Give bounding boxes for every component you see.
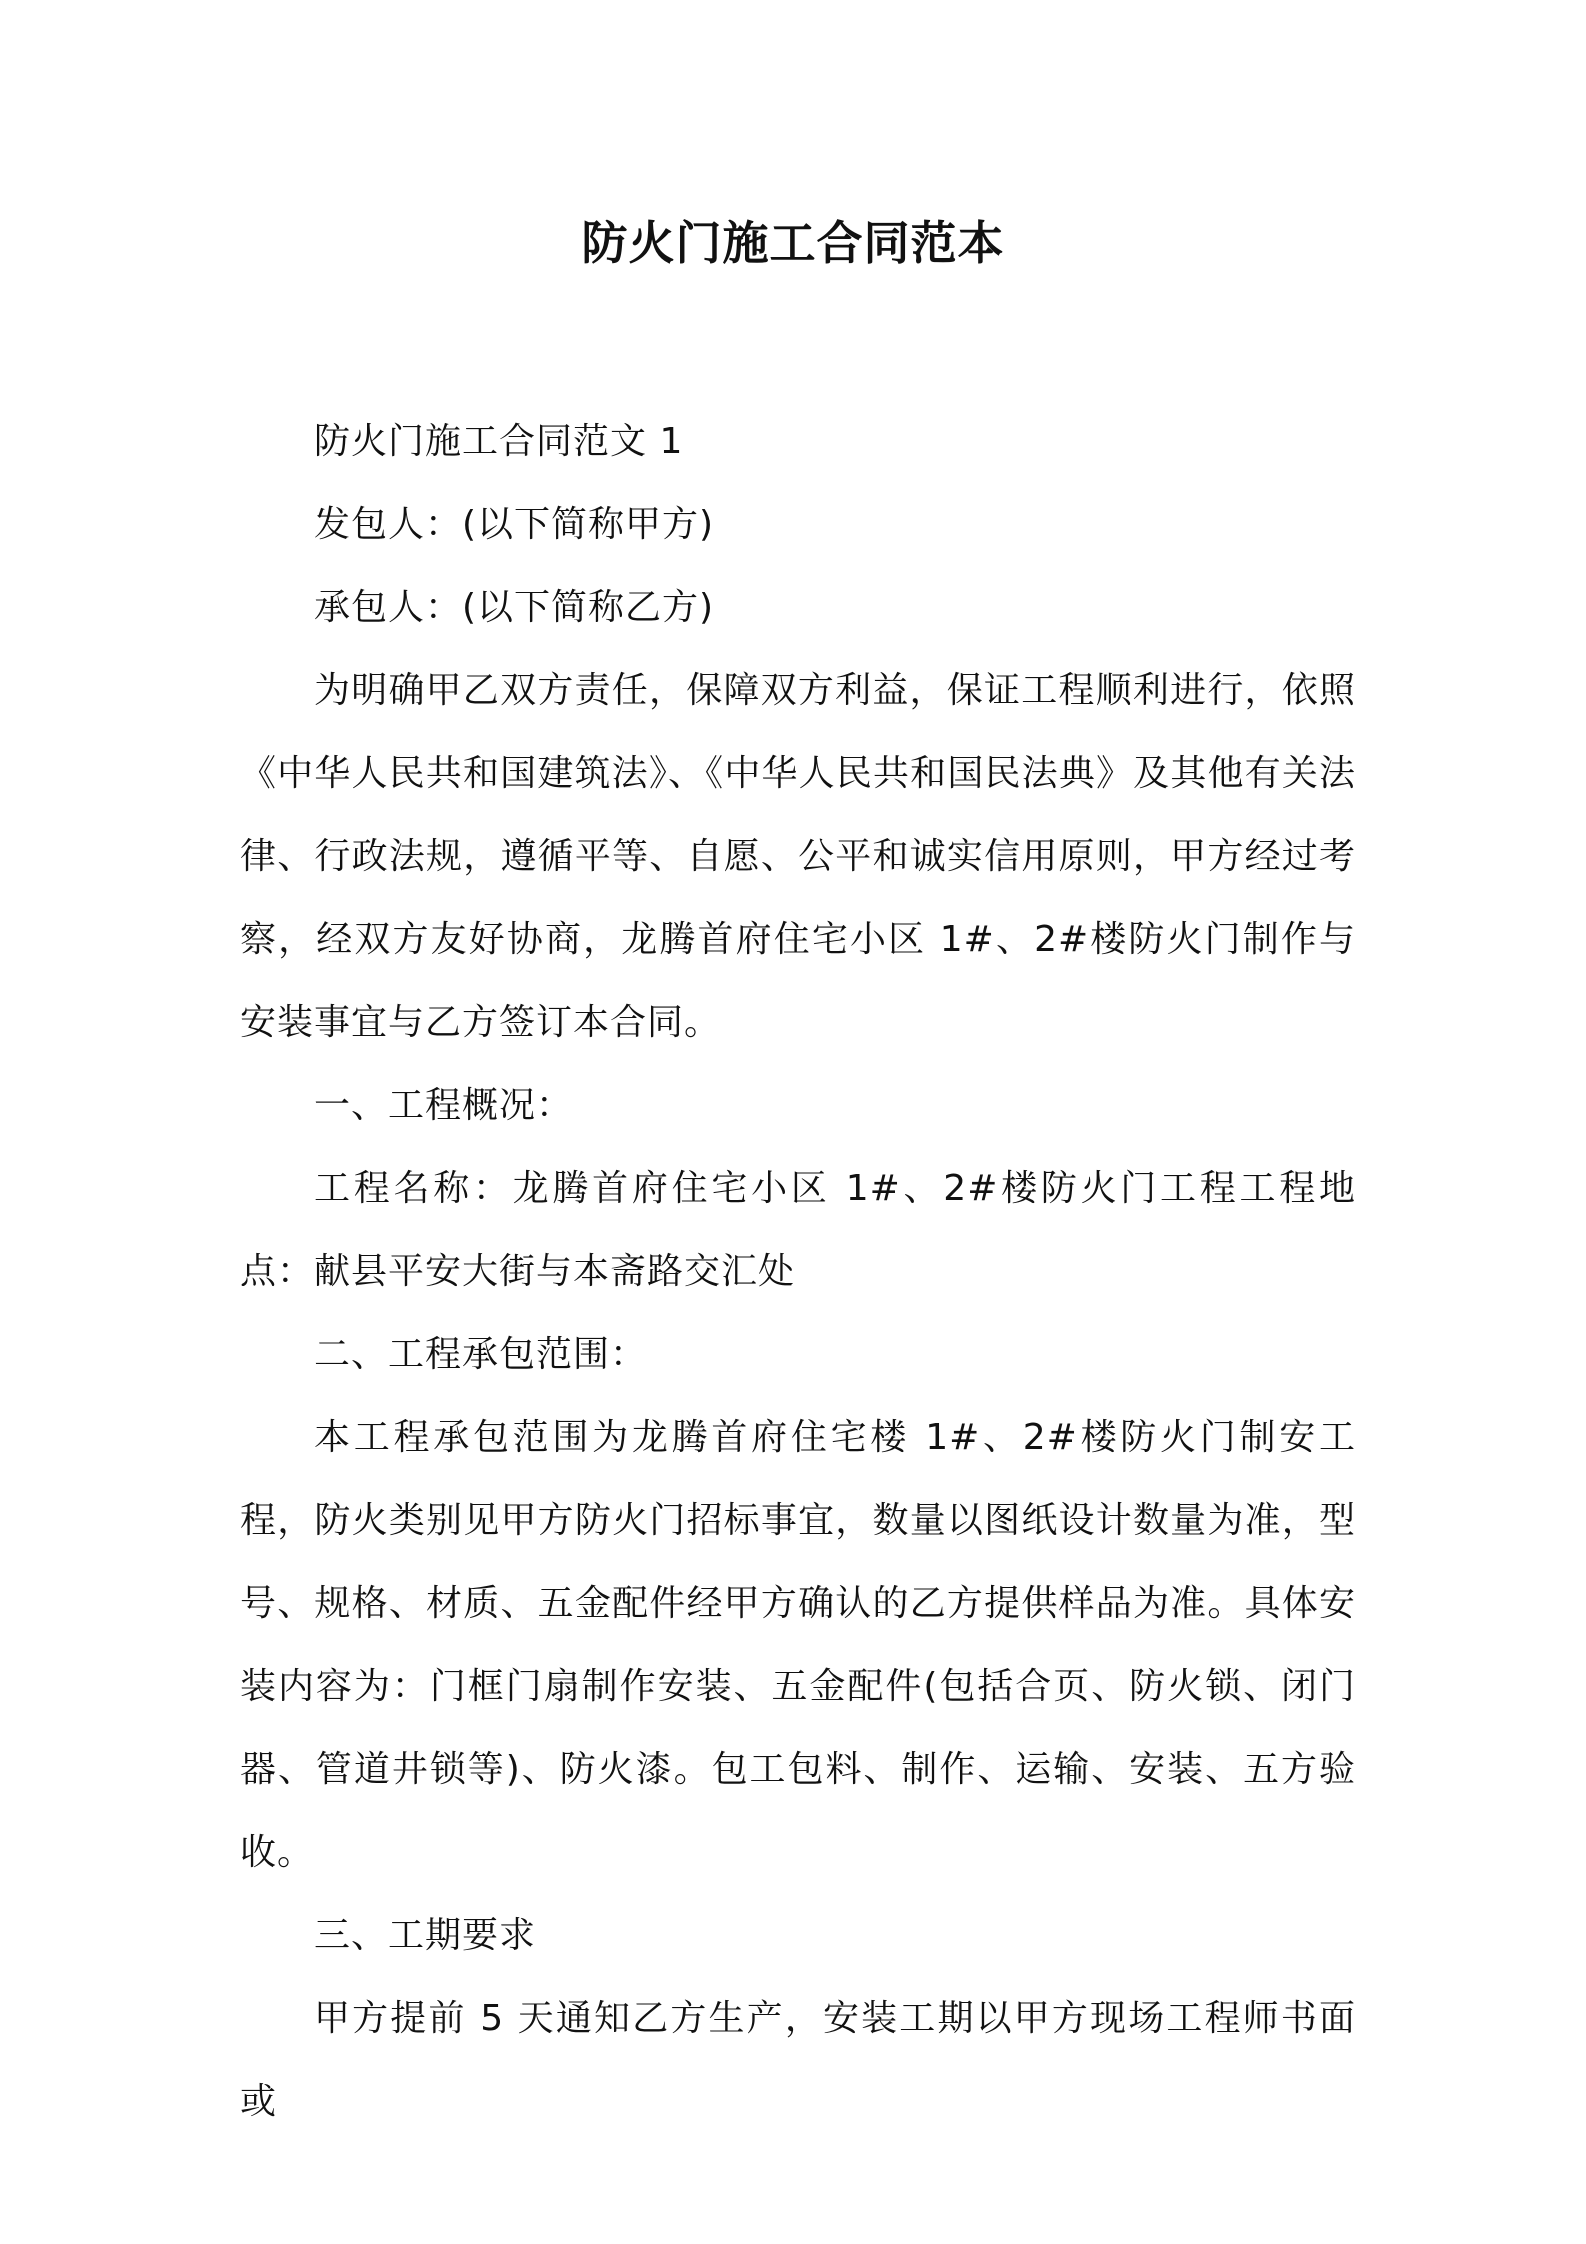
project-name-paragraph: 工程名称：龙腾首府住宅小区 1#、2#楼防火门工程工程地点：献县平安大街与本斋路交汇处 bbox=[240, 1168, 1356, 1292]
heading-sample-1: 防火门施工合同范文 1 bbox=[314, 421, 684, 462]
document-body bbox=[240, 400, 1356, 2143]
section-heading-schedule: 三、工期要求 bbox=[314, 1915, 537, 1956]
scope-paragraph: 本工程承包范围为龙腾首府住宅楼 1#、2#楼防火门制安工程，防火类别见甲方防火门招标事宜，数量以图纸设计数量为准，型号、规格、材质、五金配件经甲方确认的乙方提供样品为准。具体安装内容为：门框门扇制作安装、五金配件(包括合页、防火锁、闭门器、管道井锁等)、防火漆。包工包料、制作、运输、安装、五方验收。 bbox=[240, 1417, 1356, 1873]
document-title: 防火门施工合同范本 bbox=[581, 216, 1005, 270]
preamble-paragraph: 为明确甲乙双方责任，保障双方利益，保证工程顺利进行，依照《中华人民共和国建筑法》、《中华人民共和国民法典》及其他有关法律、行政法规，遵循平等、自愿、公平和诚实信用原则，甲方经过考察，经双方友好协商，龙腾首府住宅小区 1#、2#楼防火门制作与安装事宜与乙方签订本合同。 bbox=[240, 670, 1356, 1043]
section-heading-project-overview: 一、工程概况： bbox=[314, 1085, 574, 1126]
section-heading-scope: 二、工程承包范围： bbox=[314, 1334, 648, 1375]
party-a-line: 发包人：(以下简称甲方) bbox=[314, 504, 715, 545]
schedule-paragraph: 甲方提前 5 天通知乙方生产，安装工期以甲方现场工程师书面或 bbox=[240, 1998, 1356, 2122]
party-b-line: 承包人：(以下简称乙方) bbox=[314, 587, 715, 628]
